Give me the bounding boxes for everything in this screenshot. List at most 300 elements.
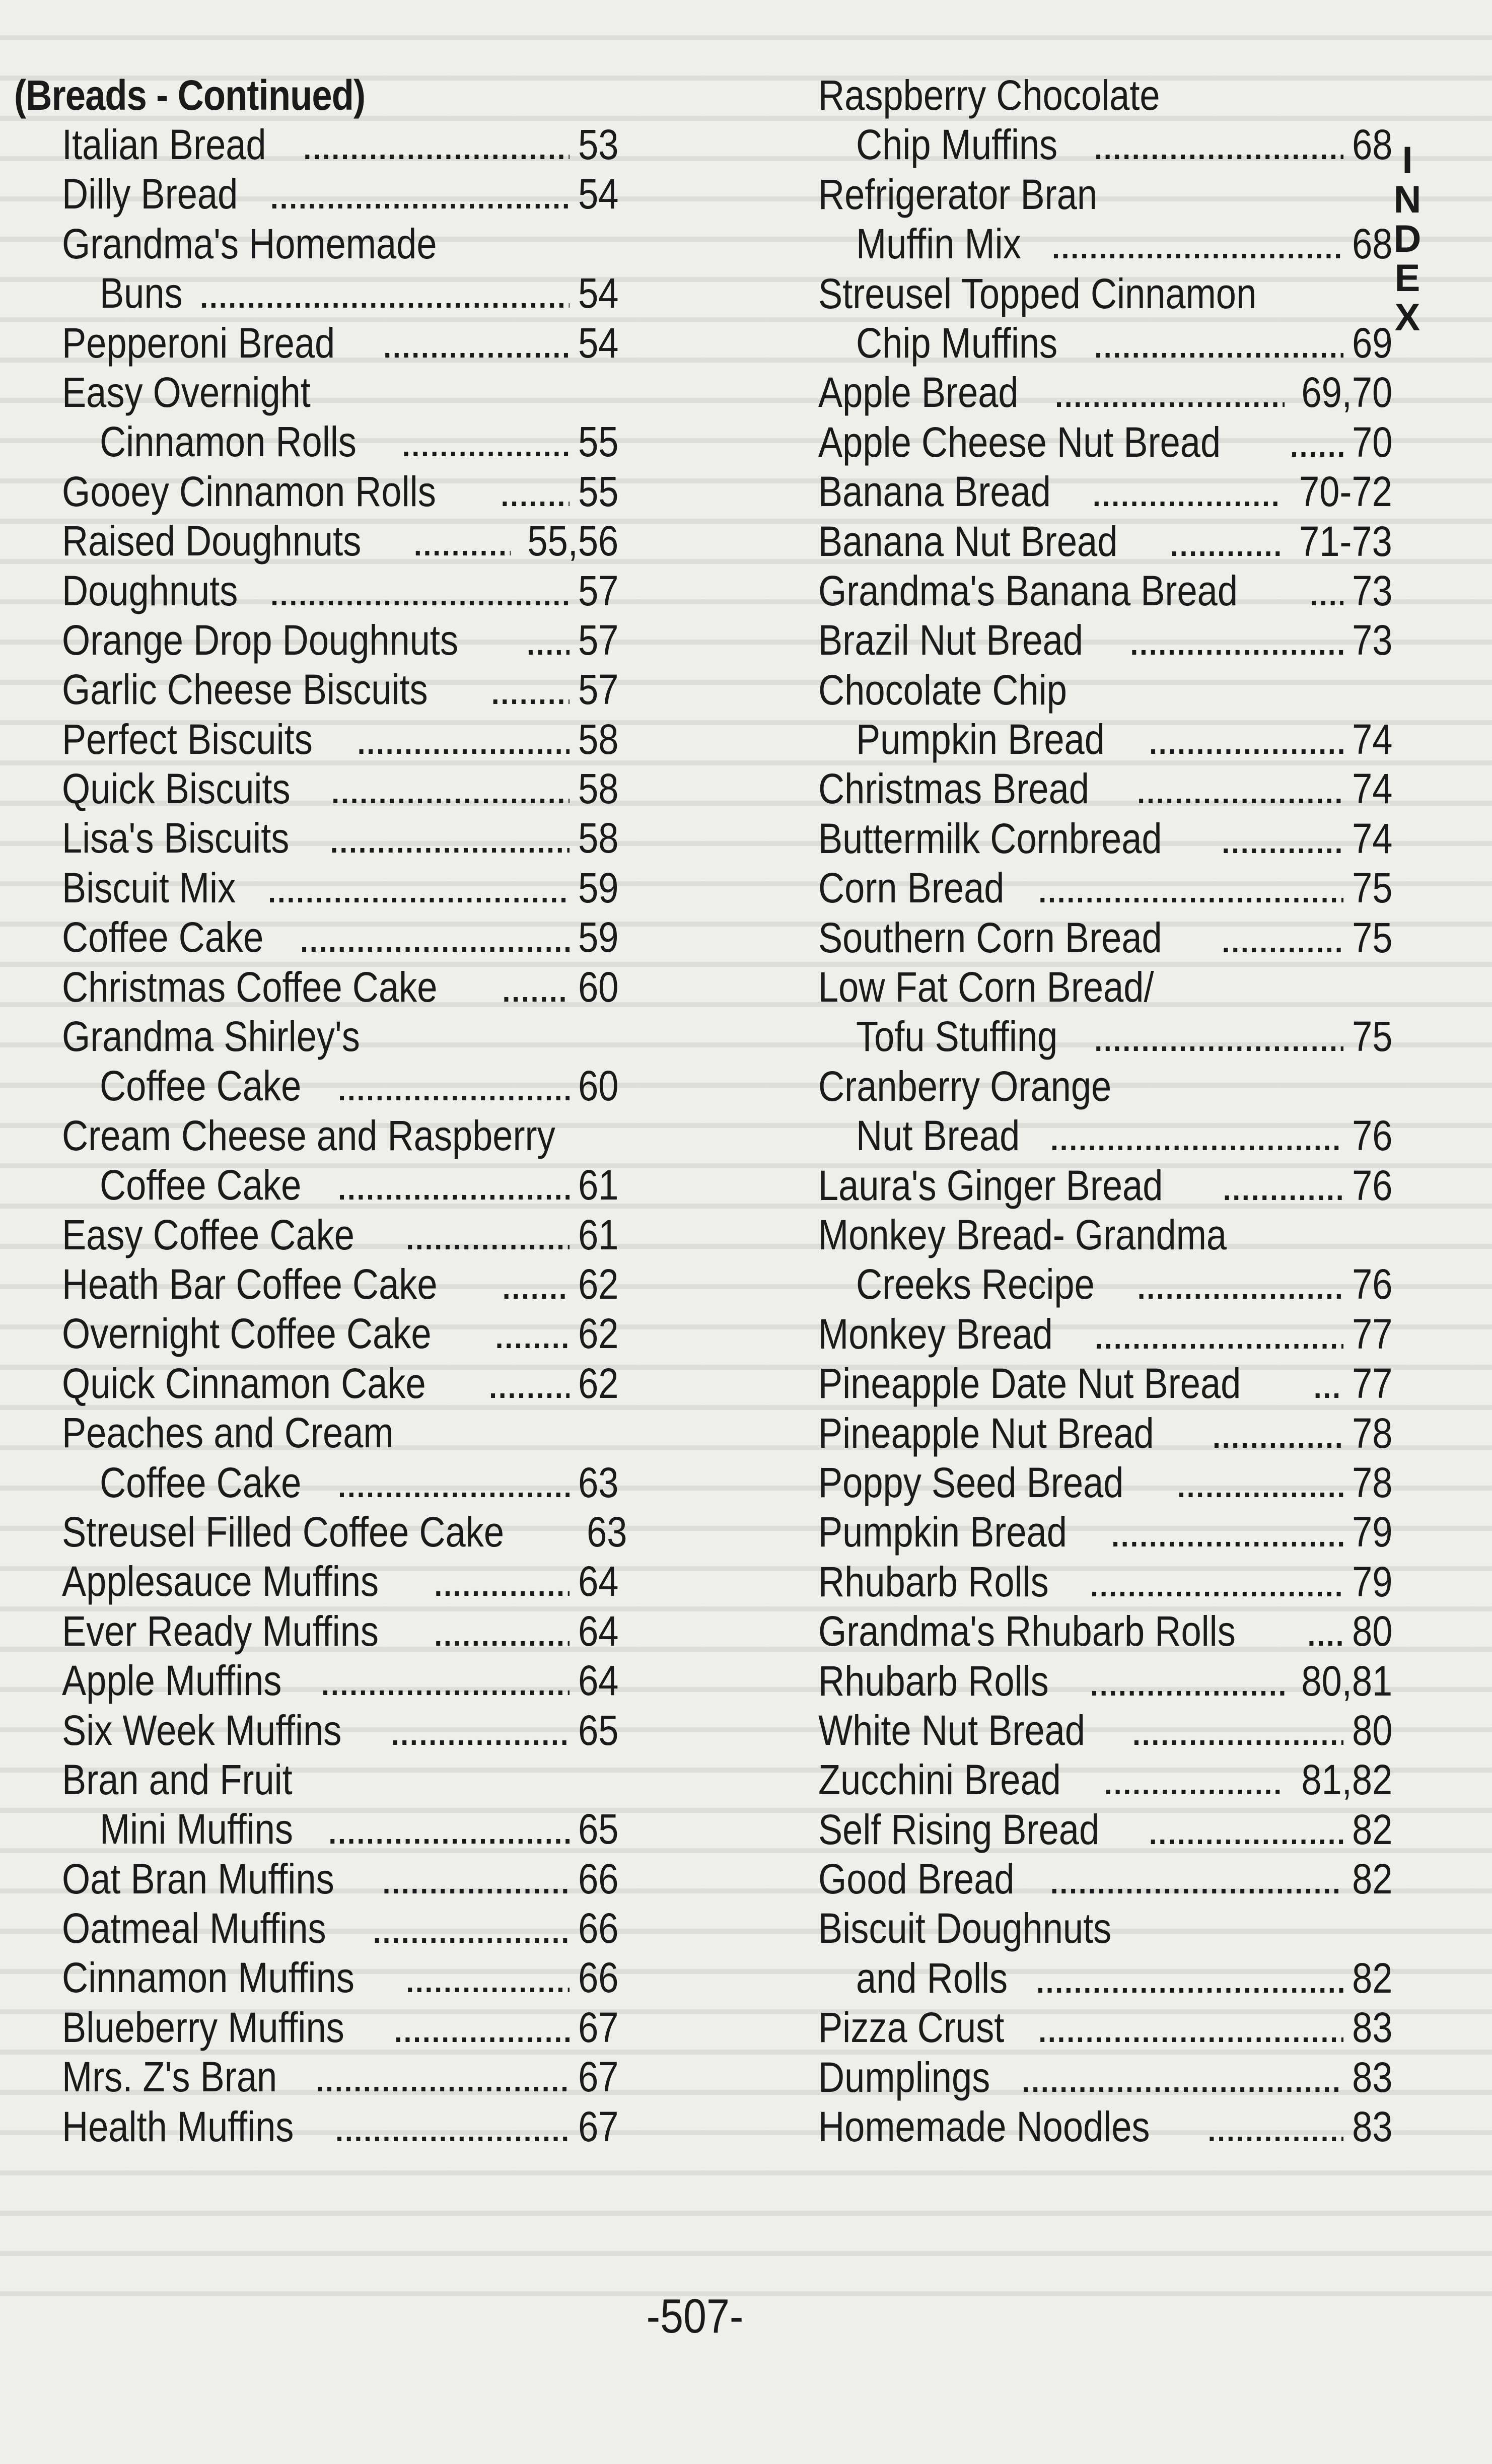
index-entry [14, 2052, 618, 2101]
index-entry [818, 863, 1392, 912]
left-entry-list [14, 120, 627, 2151]
dot-leader [400, 417, 570, 466]
dot-leader [1102, 1755, 1285, 1804]
index-entry [14, 1359, 618, 1408]
dot-leader [1175, 1458, 1343, 1507]
dot-leader [389, 1706, 570, 1755]
entry-title: Pumpkin Bread [856, 716, 1105, 763]
entry-page-number: 55,56 [527, 517, 618, 565]
dot-leader [1092, 318, 1343, 368]
dot-leader [1088, 1656, 1285, 1706]
entry-title: Monkey Bread [818, 1310, 1053, 1358]
index-entry [14, 566, 618, 615]
index-entry [14, 1606, 618, 1656]
index-entry [818, 2102, 1392, 2151]
dot-leader [314, 2052, 570, 2101]
entry-page-number: 75 [1352, 913, 1392, 961]
entry-title: Peaches and Cream [62, 1409, 394, 1457]
index-entry [818, 120, 1392, 169]
index-entry [818, 2003, 1392, 2052]
entry-title: Christmas Bread [818, 765, 1089, 813]
dot-leader [1091, 467, 1282, 516]
index-entry [818, 2053, 1392, 2102]
dot-leader [489, 665, 570, 714]
right-entry-list [818, 71, 1392, 2151]
dot-leader [1168, 517, 1282, 566]
index-entry [818, 764, 1392, 813]
dot-leader [1147, 1805, 1343, 1854]
index-entry [14, 1656, 618, 1705]
entry-page-number: 73 [1352, 567, 1392, 614]
tab-letter: N [1393, 178, 1422, 221]
dot-leader [319, 1656, 569, 1705]
index-entry [14, 1458, 618, 1507]
index-entry [14, 1904, 618, 1953]
dot-leader [499, 467, 570, 516]
entry-title: Self Rising Bread [818, 1805, 1100, 1853]
index-entry [14, 516, 618, 566]
dot-leader [1020, 2053, 1343, 2102]
entry-page-number: 66 [578, 1954, 618, 2002]
entry-title: Streusel Topped Cinnamon [818, 269, 1257, 317]
index-tab [1387, 141, 1428, 337]
entry-page-number: 64 [578, 1657, 618, 1705]
entry-title: Rhubarb Rolls [818, 1558, 1049, 1605]
index-entry [818, 1458, 1392, 1507]
entry-page-number: 59 [578, 864, 618, 911]
entry-title: Pizza Crust [818, 2004, 1005, 2052]
entry-title: Tofu Stuffing [856, 1013, 1058, 1061]
dot-leader [1220, 913, 1343, 962]
dot-leader [198, 268, 569, 318]
dot-leader [336, 1160, 569, 1210]
entry-page-number: 63 [587, 1508, 627, 1556]
index-entry [14, 912, 618, 962]
entry-page-number: 64 [578, 1607, 618, 1655]
entry-title: Corn Bread [818, 864, 1005, 912]
index-entry [818, 1309, 1392, 1359]
entry-title: Pumpkin Bread [818, 1508, 1067, 1556]
index-entry [818, 417, 1392, 467]
entry-title: Christmas Coffee Cake [62, 963, 438, 1011]
entry-page-number: 62 [578, 1260, 618, 1308]
index-entry [14, 1557, 618, 1606]
entry-page-number: 83 [1352, 2053, 1392, 2101]
entry-title: Grandma's Rhubarb Rolls [818, 1607, 1236, 1655]
index-entry [14, 615, 618, 665]
entry-title: Streusel Filled Coffee Cake [62, 1508, 505, 1556]
dot-leader [1092, 120, 1343, 169]
dot-leader [1034, 1953, 1343, 2003]
index-entry [818, 566, 1392, 615]
dot-leader [404, 1953, 569, 2002]
entry-page-number: 77 [1352, 1310, 1392, 1358]
entry-page-number: 66 [578, 1855, 618, 1903]
entry-page-number: 64 [578, 1558, 618, 1605]
entry-title: Homemade Noodles [818, 2103, 1150, 2151]
index-entry [14, 1111, 618, 1160]
entry-page-number: 67 [578, 2053, 618, 2101]
entry-title: Apple Muffins [62, 1657, 282, 1705]
entry-title: Perfect Biscuits [62, 715, 313, 763]
dot-leader [432, 1606, 569, 1656]
index-entry [14, 1061, 618, 1110]
index-entry [14, 764, 618, 813]
index-entry [818, 1854, 1392, 1904]
dot-leader [1147, 715, 1343, 764]
entry-title: Orange Drop Doughnuts [62, 616, 459, 664]
index-entry [818, 1409, 1392, 1458]
entry-page-number: 58 [578, 715, 618, 763]
entry-title: Southern Corn Bread [818, 913, 1162, 961]
entry-title: Grandma's Banana Bread [818, 567, 1238, 614]
dot-leader [327, 1804, 570, 1854]
entry-page-number: 67 [578, 2003, 618, 2051]
entry-title: Blueberry Muffins [62, 2003, 344, 2051]
index-entry [818, 665, 1392, 715]
entry-page-number: 62 [578, 1359, 618, 1407]
entry-title: Overnight Coffee Cake [62, 1310, 432, 1358]
index-entry [14, 417, 618, 466]
entry-page-number: 74 [1352, 814, 1392, 862]
right-column [818, 71, 1392, 2151]
dot-leader [1288, 417, 1343, 467]
entry-title: Italian Bread [62, 121, 266, 168]
entry-title: Oat Bran Muffins [62, 1855, 334, 1903]
tab-letter: D [1393, 218, 1422, 260]
entry-page-number: 80 [1352, 1607, 1392, 1655]
index-entry [14, 962, 618, 1012]
index-entry [14, 120, 618, 169]
entry-page-number: 80 [1352, 1706, 1392, 1754]
dot-leader [501, 1259, 570, 1309]
entry-page-number: 82 [1352, 1954, 1392, 2002]
entry-page-number: 78 [1352, 1409, 1392, 1457]
entry-page-number: 75 [1352, 1013, 1392, 1061]
index-entry [818, 1606, 1392, 1656]
entry-page-number: 78 [1352, 1458, 1392, 1506]
entry-page-number: 82 [1352, 1805, 1392, 1853]
entry-page-number: 67 [578, 2102, 618, 2150]
entry-title: Cream Cheese and Raspberry [62, 1111, 555, 1159]
entry-title: Quick Biscuits [62, 765, 291, 813]
entry-title: Zucchini Bread [818, 1756, 1061, 1804]
dot-leader [1135, 764, 1343, 813]
index-entry [14, 268, 618, 318]
entry-page-number: 70-72 [1299, 468, 1392, 516]
index-entry [818, 1953, 1392, 2003]
dot-leader [266, 863, 569, 912]
dot-leader [501, 962, 570, 1012]
index-entry [14, 1259, 618, 1309]
entry-title: Cinnamon Muffins [62, 1954, 354, 2002]
entry-page-number: 82 [1352, 1855, 1392, 1903]
index-entry [14, 1210, 618, 1259]
entry-title: Chocolate Chip [818, 666, 1067, 714]
dot-leader [336, 1458, 569, 1507]
entry-title: Heath Bar Coffee Cake [62, 1260, 438, 1308]
entry-title: Pineapple Date Nut Bread [818, 1360, 1241, 1407]
entry-title: Six Week Muffins [62, 1706, 342, 1754]
entry-page-number: 80,81 [1301, 1657, 1392, 1705]
dot-leader [298, 912, 569, 962]
index-entry [14, 1160, 618, 1210]
entry-title: Buttermilk Cornbread [818, 814, 1162, 862]
index-entry [818, 1805, 1392, 1854]
dot-leader [336, 1061, 569, 1110]
dot-leader [1050, 219, 1343, 268]
index-entry [818, 170, 1392, 219]
entry-page-number: 60 [578, 1062, 618, 1110]
index-entry [14, 665, 618, 714]
dot-leader [1048, 1111, 1343, 1160]
entry-page-number: 57 [578, 666, 618, 714]
entry-title: Easy Overnight [62, 368, 311, 416]
entry-title: Pepperoni Bread [62, 319, 335, 367]
dot-leader [493, 1309, 570, 1358]
index-entry [14, 1755, 618, 1804]
dot-leader [525, 615, 569, 665]
dot-leader [1036, 2003, 1343, 2052]
dot-leader [371, 1904, 570, 1953]
entry-title: Doughnuts [62, 567, 238, 614]
index-entry [818, 1012, 1392, 1061]
tab-letter: E [1394, 257, 1420, 300]
index-entry [14, 1507, 627, 1557]
entry-page-number: 57 [578, 567, 618, 614]
entry-page-number: 70 [1352, 418, 1392, 466]
entry-title: Dilly Bread [62, 170, 238, 218]
index-entry [818, 1111, 1392, 1160]
dot-leader [1130, 1706, 1343, 1755]
entry-page-number: 81,82 [1301, 1756, 1392, 1804]
tab-letter: X [1394, 296, 1420, 339]
entry-page-number: 61 [578, 1211, 618, 1258]
index-entry [14, 1309, 618, 1358]
entry-title: Garlic Cheese Biscuits [62, 666, 428, 714]
entry-title: Applesauce Muffins [62, 1558, 379, 1605]
entry-page-number: 54 [578, 319, 618, 367]
index-entry [14, 2003, 618, 2052]
entry-title: White Nut Bread [818, 1706, 1085, 1754]
dot-leader [1211, 1409, 1343, 1458]
entry-title: Raspberry Chocolate [818, 72, 1160, 119]
entry-title: and Rolls [856, 1954, 1008, 2002]
entry-page-number: 76 [1352, 1260, 1392, 1308]
dot-leader [356, 715, 570, 764]
dot-leader [1306, 1606, 1343, 1656]
entry-title: Creeks Recipe [856, 1260, 1095, 1308]
entry-title: Rhubarb Rolls [818, 1657, 1049, 1705]
index-entry [818, 715, 1392, 764]
entry-page-number: 65 [578, 1706, 618, 1754]
entry-title: Buns [100, 269, 183, 317]
entry-page-number: 74 [1352, 716, 1392, 763]
entry-title: Health Muffins [62, 2102, 294, 2150]
dot-leader [1053, 368, 1284, 417]
entry-title: Gooey Cinnamon Rolls [62, 467, 436, 515]
entry-title: Cranberry Orange [818, 1062, 1112, 1110]
index-entry [14, 1854, 618, 1904]
dot-leader [381, 318, 569, 368]
index-entry [14, 1804, 618, 1854]
index-entry [14, 1953, 618, 2002]
index-entry [14, 2102, 618, 2151]
entry-page-number: 58 [578, 765, 618, 813]
entry-title: Chip Muffins [856, 319, 1058, 367]
entry-page-number: 71-73 [1299, 517, 1392, 565]
entry-page-number: 53 [578, 121, 618, 168]
index-entry [818, 517, 1392, 566]
index-entry [818, 219, 1392, 268]
entry-title: Easy Coffee Cake [62, 1211, 354, 1258]
dot-leader [487, 1359, 569, 1408]
index-entry [818, 814, 1392, 863]
entry-title: Grandma Shirley's [62, 1013, 360, 1061]
entry-page-number: 69,70 [1301, 369, 1392, 416]
index-entry [818, 71, 1392, 120]
entry-page-number: 65 [578, 1805, 618, 1853]
entry-title: Muffin Mix [856, 220, 1021, 268]
entry-title: Apple Bread [818, 369, 1019, 416]
entry-title: Coffee Cake [100, 1062, 302, 1110]
entry-title: Mrs. Z's Bran [62, 2053, 277, 2101]
entry-page-number: 54 [578, 170, 618, 218]
entry-title: Oatmeal Muffins [62, 1905, 326, 1952]
entry-page-number: 83 [1352, 2004, 1392, 2052]
dot-leader [1308, 566, 1343, 615]
left-column [14, 71, 627, 2151]
entry-page-number: 68 [1352, 220, 1392, 268]
entry-page-number: 60 [578, 963, 618, 1011]
index-entry [818, 1904, 1392, 1953]
index-entry [14, 715, 618, 764]
dot-leader [1048, 1854, 1343, 1904]
entry-title: Ever Ready Muffins [62, 1607, 379, 1655]
index-entry [14, 1012, 618, 1061]
entry-title: Good Bread [818, 1855, 1015, 1903]
entry-title: Laura's Ginger Bread [818, 1161, 1163, 1209]
entry-title: Poppy Seed Bread [818, 1458, 1124, 1506]
entry-page-number: 74 [1352, 765, 1392, 813]
entry-page-number: 68 [1352, 121, 1392, 169]
index-entry [818, 913, 1392, 962]
entry-page-number: 62 [578, 1310, 618, 1358]
index-entry [818, 368, 1392, 417]
entry-title: Biscuit Doughnuts [818, 1905, 1112, 1952]
index-entry [818, 962, 1392, 1012]
index-entry [818, 318, 1392, 368]
dot-leader [1312, 1359, 1343, 1408]
dot-leader [381, 1854, 570, 1904]
entry-page-number: 54 [578, 269, 618, 317]
entry-title: Coffee Cake [100, 1458, 302, 1506]
entry-title: Pineapple Nut Bread [818, 1409, 1154, 1457]
index-entry [14, 318, 618, 368]
entry-page-number: 69 [1352, 319, 1392, 367]
entry-title: Monkey Bread- Grandma [818, 1211, 1227, 1258]
dot-leader [1109, 1507, 1343, 1557]
index-entry [14, 863, 618, 912]
entry-title: Quick Cinnamon Cake [62, 1359, 426, 1407]
entry-page-number: 57 [578, 616, 618, 664]
entry-page-number: 55 [578, 418, 618, 466]
index-entry [818, 1161, 1392, 1210]
entry-page-number: 83 [1352, 2103, 1392, 2151]
dot-leader [1037, 863, 1343, 912]
index-entry [818, 1755, 1392, 1804]
entry-title: Mini Muffins [100, 1805, 294, 1853]
entry-page-number: 66 [578, 1905, 618, 1952]
dot-leader [1092, 1012, 1343, 1061]
index-entry [818, 1557, 1392, 1606]
dot-leader [1220, 814, 1343, 863]
index-entry [14, 1408, 618, 1457]
index-entry [818, 1706, 1392, 1755]
dot-leader [268, 566, 569, 615]
index-entry [818, 1507, 1392, 1557]
dot-leader [1128, 615, 1343, 665]
entry-page-number: 59 [578, 913, 618, 961]
index-entry [14, 169, 618, 219]
entry-page-number: 61 [578, 1161, 618, 1209]
section-heading: (Breads - Continued) [14, 72, 366, 119]
entry-title: Biscuit Mix [62, 864, 236, 911]
dot-leader [412, 516, 511, 566]
index-entry [818, 269, 1392, 318]
dot-leader [268, 169, 569, 219]
entry-title: Grandma's Homemade [62, 220, 437, 267]
entry-page-number: 55 [578, 467, 618, 515]
index-entry [818, 1359, 1392, 1408]
index-entry [818, 615, 1392, 665]
entry-title: Apple Cheese Nut Bread [818, 418, 1221, 466]
dot-leader [433, 1557, 570, 1606]
index-entry [818, 1259, 1392, 1309]
entry-page-number: 76 [1352, 1112, 1392, 1160]
entry-page-number: 58 [578, 814, 618, 862]
entry-title: Lisa's Biscuits [62, 814, 290, 862]
entry-title: Banana Bread [818, 468, 1051, 516]
entry-title: Banana Nut Bread [818, 517, 1118, 565]
index-entry [14, 1706, 618, 1755]
index-entry [14, 467, 618, 516]
index-entry [14, 813, 618, 863]
dot-leader [1135, 1259, 1343, 1309]
entry-title: Low Fat Corn Bread/ [818, 963, 1154, 1011]
entry-title: Dumplings [818, 2053, 990, 2101]
index-entry [818, 1210, 1392, 1259]
dot-leader [1093, 1309, 1343, 1359]
dot-leader [1206, 2102, 1343, 2151]
dot-leader [328, 813, 570, 863]
entry-title: Cinnamon Rolls [100, 418, 357, 466]
index-entry [14, 368, 618, 417]
dot-leader [302, 120, 570, 169]
index-entry [818, 1062, 1392, 1111]
dot-leader [1221, 1161, 1343, 1210]
entry-title: Coffee Cake [62, 913, 264, 961]
entry-title: Brazil Nut Bread [818, 616, 1083, 664]
entry-page-number: 79 [1352, 1558, 1392, 1605]
index-entry [14, 219, 618, 268]
dot-leader [329, 764, 569, 813]
entry-title: Nut Bread [856, 1112, 1020, 1160]
dot-leader [333, 2102, 569, 2151]
entry-page-number: 73 [1352, 616, 1392, 664]
entry-page-number: 75 [1352, 864, 1392, 912]
index-entry [818, 1656, 1392, 1706]
